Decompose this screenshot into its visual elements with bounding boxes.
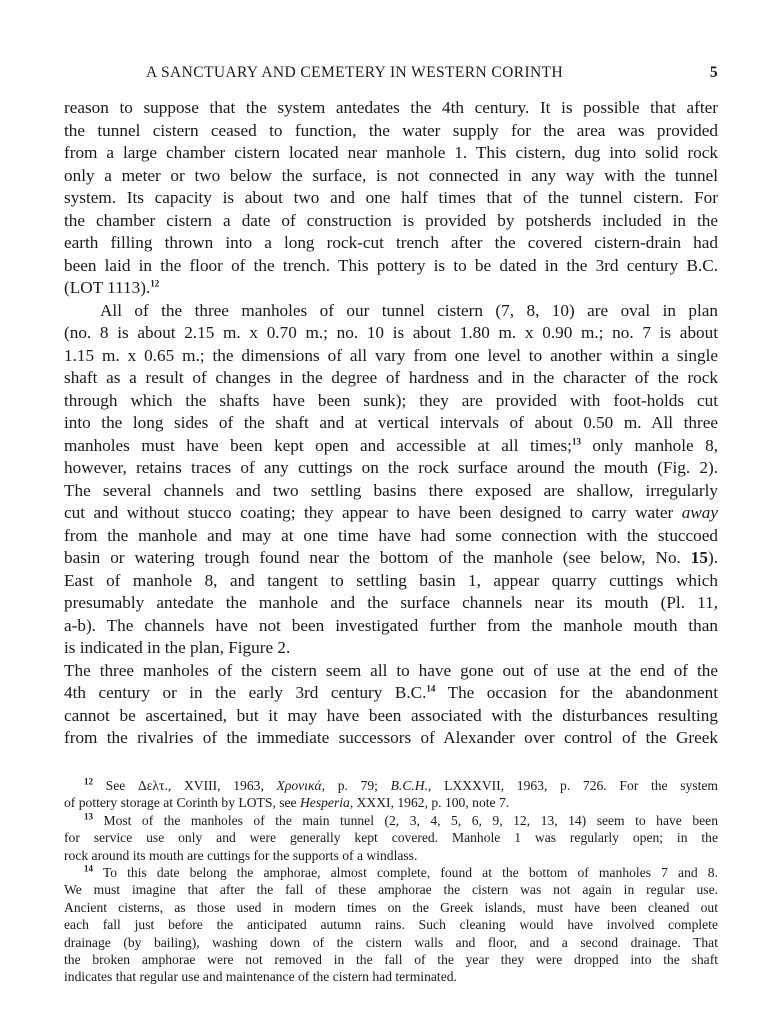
footnote-12 [64,777,718,812]
text-run: , XVIII, 1963, [167,778,277,793]
footnote-line: We must imagine that after the fall of these amphorae the cistern was not again in regular use. [64,882,718,898]
paragraph-2 [64,300,718,660]
text-run: 4th century or in the early 3rd century B.C. [64,683,427,702]
footnote-line: the broken amphorae were not removed in the fall of the year they were dropped into the shaft [64,952,718,968]
text-run: cut and without stucco coating; they appear to have been designed to carry water [64,503,682,522]
footnotes [64,777,718,986]
footnote-line: each fall just before the anticipated autumn rains. Such cleaning would have involved complete [64,917,718,933]
text-run: Most of the manholes of the main tunnel (2, 3, 4, 5, 6, 9, 12, 13, 14) seem to have been [93,812,718,828]
footnote-mark: 13 [84,811,93,822]
text-line: presumably antedate the manhole and the surface channels near its mouth (Pl. 11, [64,593,718,612]
footnote-ref: 12 [150,278,160,289]
text-line: system. Its capacity is about two and one half times that of the tunnel cistern. For [64,188,718,207]
footnote-ref: 14 [426,683,436,694]
footnote-line [64,794,718,811]
footnote-14 [64,864,718,986]
text-run: basin or watering trough found near the bottom of the manhole (see below, No. [64,548,691,567]
lot-reference: (LOT 1113). [64,278,151,297]
text-run: Δελτ. [137,778,168,793]
emphasis: away [681,503,718,522]
text-run: ). [707,548,718,567]
footnote-line: indicates that regular use and maintenance of the cistern had terminated. [64,969,457,985]
footnote-ref: 13 [571,435,581,446]
text-line: into the long sides of the shaft and at vertical intervals of about 0.50 m. All three [64,413,718,432]
footnote-line: drainage (by bailing), washing down of the cistern walls and floor, and a second drainage. That [64,934,718,950]
text-line: through which the shafts have been sunk); they are provided with foot-holds cut [64,390,718,410]
journal-title: B.C.H. [390,778,429,793]
text-line: a-b). The channels have not been investigated further from the manhole mouth than [64,615,718,635]
footnote-mark: 12 [84,776,93,787]
paragraph-3 [64,660,718,750]
running-header [64,64,718,84]
text-line: The several channels and two settling basins there exposed are shallow, irregularly [64,480,718,500]
text-line: however, retains traces of any cuttings on the rock surface around the mouth (Fig. 2). [64,458,718,477]
text-line: is indicated in the plan, Figure 2. [64,638,291,657]
text-line: All of the three manholes of our tunnel cistern (7, 8, 10) are oval in plan [100,300,718,320]
text-run: LOTS [238,795,273,811]
footnote-mark: 14 [84,863,93,874]
text-line: the tunnel cistern ceased to function, the water supply for the area was provided [64,120,718,140]
running-title: A SANCTUARY AND CEMETERY IN WESTERN CORINTH [146,64,564,81]
footnote-line: Ancient cisterns, as those used in modern times on the Greek islands, must have been cleaned out [64,899,718,915]
text-run: , p. 79; [321,778,391,793]
footnote-line: for service use only and were generally kept covered. Manhole 1 was regularly open; in the [64,830,718,846]
text-run: of pottery storage at Corinth by [64,795,239,811]
text-line: reason to suppose that the system antedates the 4th century. It is possible that after [64,98,718,117]
body-text [64,97,718,750]
text-run: , see [272,795,300,811]
footnote-line [64,864,718,881]
document-page [64,0,718,1024]
text-line: been laid in the floor of the trench. This pottery is to be dated in the 3rd century B.C. [64,255,718,275]
text-line: from the rivalries of the immediate successors of Alexander over control of the Greek [64,728,718,747]
text-line: only a meter or two below the surface, is not connected in any way with the tunnel [64,165,718,185]
text-run: , LXXXVII, 1963, p. 726. For the system [428,778,718,793]
text-line: earth filling thrown into a long rock-cut trench after the covered cistern-drain had [64,233,718,252]
text-line [64,547,718,570]
paragraph-1 [64,97,718,300]
page-number: 5 [709,64,718,81]
footnote-line [64,812,718,829]
text-line: from a large chamber cistern located near manhole 1. This cistern, dug into solid rock [64,143,718,162]
text-line: (no. 8 is about 2.15 m. x 0.70 m.; no. 10 is about 1.80 m. x 0.90 m.; no. 7 is about [64,323,718,342]
text-line: from the manhole and may at one time have had some connection with the stuccoed [64,525,718,545]
text-run: manholes must have been kept open and accessible at all times; [64,435,572,455]
text-line: shaft as a result of changes in the degree of hardness and in the character of the rock [64,368,718,387]
text-line: East of manhole 8, and tangent to settling basin 1, appear quarry cuttings which [64,570,718,590]
text-line: the chamber cistern a date of construction is provided by potsherds included in the [64,210,718,230]
journal-title: Hesperia [299,795,350,811]
text-line [64,682,718,705]
text-line [64,277,718,300]
text-run: only manhole 8, [580,435,718,455]
text-line: 1.15 m. x 0.65 m.; the dimensions of all vary from one level to another within a single [64,345,718,365]
footnote-line: rock around its mouth are cuttings for the supports of a windlass. [64,847,418,863]
text-run: The occasion for the abandonment [435,683,718,702]
journal-title: Χρονικά [276,778,322,793]
text-run: , XXXI, 1962, p. 100, note 7. [349,795,510,811]
text-line [64,435,718,458]
footnote-line [64,777,718,794]
text-line: The three manholes of the cistern seem all to have gone out of use at the end of the [64,660,718,680]
text-run: See [93,778,138,793]
text-run: To this date belong the amphorae, almost complete, found at the bottom of manholes 7 and 8. [93,865,718,881]
catalogue-number: 15 [690,548,708,567]
text-line [64,502,718,525]
text-line: cannot be ascertained, but it may have been associated with the disturbances resulting [64,705,718,725]
footnote-13 [64,812,718,864]
